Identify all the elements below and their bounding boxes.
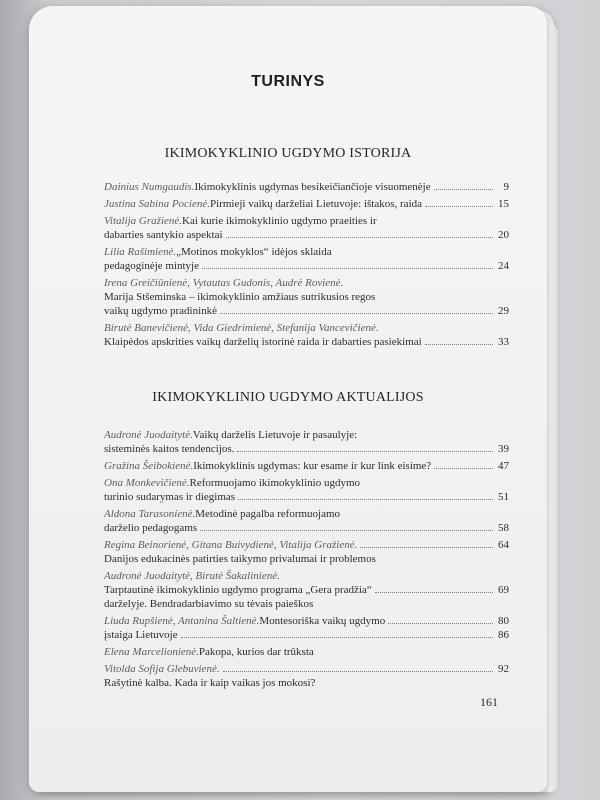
- dot-leader: [360, 547, 493, 548]
- toc-title-text: Tarptautinė ikimokyklinio ugdymo programa „Gera pradžia“: [104, 584, 372, 596]
- dot-leader: [181, 637, 493, 638]
- dot-leader: [238, 499, 493, 500]
- toc-entry: [104, 428, 509, 456]
- toc-author: Audronė Juodaitytė.: [104, 429, 193, 441]
- toc-entry: [104, 645, 509, 659]
- dot-leader: [434, 468, 493, 469]
- toc-entry: [104, 321, 509, 349]
- section-heading-history: IKIMOKYKLINIO UGDYMO ISTORIJA: [164, 146, 412, 161]
- toc-entry-line: [104, 552, 509, 566]
- toc-title-text: „Motinos mokyklos“ idėjos sklaida: [176, 246, 332, 258]
- toc-page-number: 58: [498, 522, 509, 534]
- toc-current-issues: [104, 428, 509, 693]
- toc-page-number: 24: [498, 260, 509, 272]
- toc-page-number: 51: [498, 491, 509, 503]
- dot-leader: [388, 623, 493, 624]
- toc-title-text: Reformuojamo ikimokyklinio ugdymo: [189, 477, 361, 489]
- toc-title-text: darželyje. Bendradarbiavimo su tėvais paieškos: [104, 598, 314, 610]
- toc-page-number: 92: [498, 663, 509, 675]
- toc-page-number: 15: [498, 198, 509, 210]
- toc-entry-line: [104, 259, 509, 273]
- toc-title-text: Rašytinė kalba. Kada ir kaip vaikas jos mokosi?: [104, 677, 316, 689]
- toc-author: Irena Greičiūnienė, Vytautas Gudonis, Audrė Rovienė.: [104, 277, 344, 289]
- toc-title-text: Danijos edukacinės patirties taikymo privalumai ir problemos: [104, 553, 376, 565]
- section-heading-current-issues: IKIMOKYKLINIO UGDYMO AKTUALIJOS: [152, 390, 424, 405]
- toc-entry: [104, 569, 509, 611]
- toc-entry-line: [104, 597, 509, 611]
- dot-leader: [200, 530, 493, 531]
- toc-entry-line: [104, 304, 509, 318]
- toc-entry-line: [104, 245, 509, 259]
- toc-title-text: darželio pedagogams: [104, 522, 198, 534]
- toc-page-number: 20: [498, 229, 509, 241]
- toc-page-number: 9: [503, 181, 509, 193]
- toc-title-text: sisteminės kaitos tendencijos.: [104, 443, 235, 455]
- toc-page-number: 39: [498, 443, 509, 455]
- toc-title-text: Pakopa, kurios dar trūksta: [198, 646, 314, 658]
- toc-author: Audronė Juodaitytė, Birutė Šakalinienė.: [104, 570, 280, 582]
- toc-entry: [104, 614, 509, 642]
- dot-leader: [425, 344, 493, 345]
- toc-title-text: vaikų ugdymo pradininkė: [104, 305, 218, 317]
- toc-title-text: Ikimokyklinis ugdymas besikeičiančioje visuomenėje: [194, 181, 431, 193]
- toc-author: Regina Beinorienė, Gitana Buivydienė, Vitalija Gražienė.: [104, 539, 358, 551]
- toc-entry-line: [104, 228, 509, 242]
- dot-leader: [223, 671, 493, 672]
- dot-leader: [375, 592, 493, 593]
- toc-entry-line: [104, 490, 509, 504]
- toc-entry: [104, 507, 509, 535]
- toc-title-text: pedagoginėje mintyje: [104, 260, 199, 272]
- toc-title-text: turinio sudarymas ir diegimas: [104, 491, 236, 503]
- toc-author: Lilia Rašimienė.: [104, 246, 177, 258]
- toc-history: [104, 180, 509, 352]
- toc-entry-line: [104, 676, 509, 690]
- toc-title-text: Marija Stšeminska – ikimokyklinio amžiaus sutrikusios regos: [104, 291, 376, 303]
- toc-entry: [104, 476, 509, 504]
- toc-entry-line: [104, 442, 509, 456]
- toc-entry-line: [104, 290, 509, 304]
- dot-leader: [220, 313, 493, 314]
- toc-author: Justina Sabina Pocienė.: [104, 198, 211, 210]
- toc-entry-line: [104, 476, 509, 490]
- toc-entry-line: [104, 662, 509, 676]
- toc-entry: [104, 276, 509, 318]
- toc-entry-line: [104, 569, 509, 583]
- toc-author: Liuda Rupšienė, Antanina Šaltienė.: [104, 615, 260, 627]
- book-page: [29, 6, 547, 792]
- toc-author: Vitalija Gražienė.: [104, 215, 183, 227]
- toc-entry: [104, 197, 509, 211]
- page-number: 161: [480, 695, 498, 709]
- toc-page-number: 47: [498, 460, 509, 472]
- toc-title-text: dabarties santykio aspektai: [104, 229, 223, 241]
- toc-title-text: Metodinė pagalba reformuojamo: [195, 508, 341, 520]
- toc-entry: [104, 538, 509, 566]
- toc-page-number: 80: [498, 615, 509, 627]
- toc-entry-line: [104, 321, 509, 335]
- toc-entry: [104, 459, 509, 473]
- toc-author: Gražina Šeibokienė.: [104, 460, 194, 472]
- toc-entry-line: [104, 276, 509, 290]
- toc-title-text: Vaikų darželis Lietuvoje ir pasaulyje:: [192, 429, 358, 441]
- toc-title-text: įstaiga Lietuvoje: [104, 629, 178, 641]
- toc-entry-line: [104, 180, 509, 194]
- toc-title-text: Ikimokyklinis ugdymas: kur esame ir kur link eisime?: [193, 460, 432, 472]
- toc-page-number: 29: [498, 305, 509, 317]
- toc-title-text: Kai kurie ikimokyklinio ugdymo praeities ir: [182, 215, 377, 227]
- dot-leader: [237, 451, 493, 452]
- toc-entry-line: [104, 214, 509, 228]
- toc-title-text: Montesoriška vaikų ugdymo: [259, 615, 386, 627]
- toc-entry-line: [104, 459, 509, 473]
- toc-entry-line: [104, 507, 509, 521]
- toc-entry: [104, 662, 509, 690]
- toc-entry-line: [104, 521, 509, 535]
- toc-entry-line: [104, 428, 509, 442]
- toc-entry-line: [104, 583, 509, 597]
- toc-author: Dainius Numgaudis.: [104, 181, 195, 193]
- toc-entry-line: [104, 645, 509, 659]
- toc-author: Elena Marcelionienė.: [104, 646, 199, 658]
- toc-entry-line: [104, 628, 509, 642]
- toc-page-number: 33: [498, 336, 509, 348]
- toc-page-number: 69: [498, 584, 509, 596]
- toc-author: Birutė Banevičienė, Vida Giedrimienė, Stefanija Vancevičienė.: [104, 322, 379, 334]
- dot-leader: [226, 237, 493, 238]
- toc-page-number: 86: [498, 629, 509, 641]
- toc-author: Aldona Tarasonienė.: [104, 508, 196, 520]
- toc-entry: [104, 214, 509, 242]
- toc-entry-line: [104, 614, 509, 628]
- toc-author: Vitolda Sofija Glebuvienė.: [104, 663, 220, 675]
- page-title: TURINYS: [251, 73, 325, 90]
- dot-leader: [425, 206, 493, 207]
- toc-entry: [104, 180, 509, 194]
- toc-title-text: Pirmieji vaikų darželiai Lietuvoje: ištakos, raida: [210, 198, 423, 210]
- toc-title-text: Klaipėdos apskrities vaikų darželių istorinė raida ir dabarties pasiekimai: [104, 336, 422, 348]
- toc-author: Ona Monkevičienė.: [104, 477, 190, 489]
- toc-entry: [104, 245, 509, 273]
- dot-leader: [434, 189, 493, 190]
- dot-leader: [202, 268, 493, 269]
- toc-entry-line: [104, 538, 509, 552]
- toc-entry-line: [104, 197, 509, 211]
- toc-page-number: 64: [498, 539, 509, 551]
- toc-entry-line: [104, 335, 509, 349]
